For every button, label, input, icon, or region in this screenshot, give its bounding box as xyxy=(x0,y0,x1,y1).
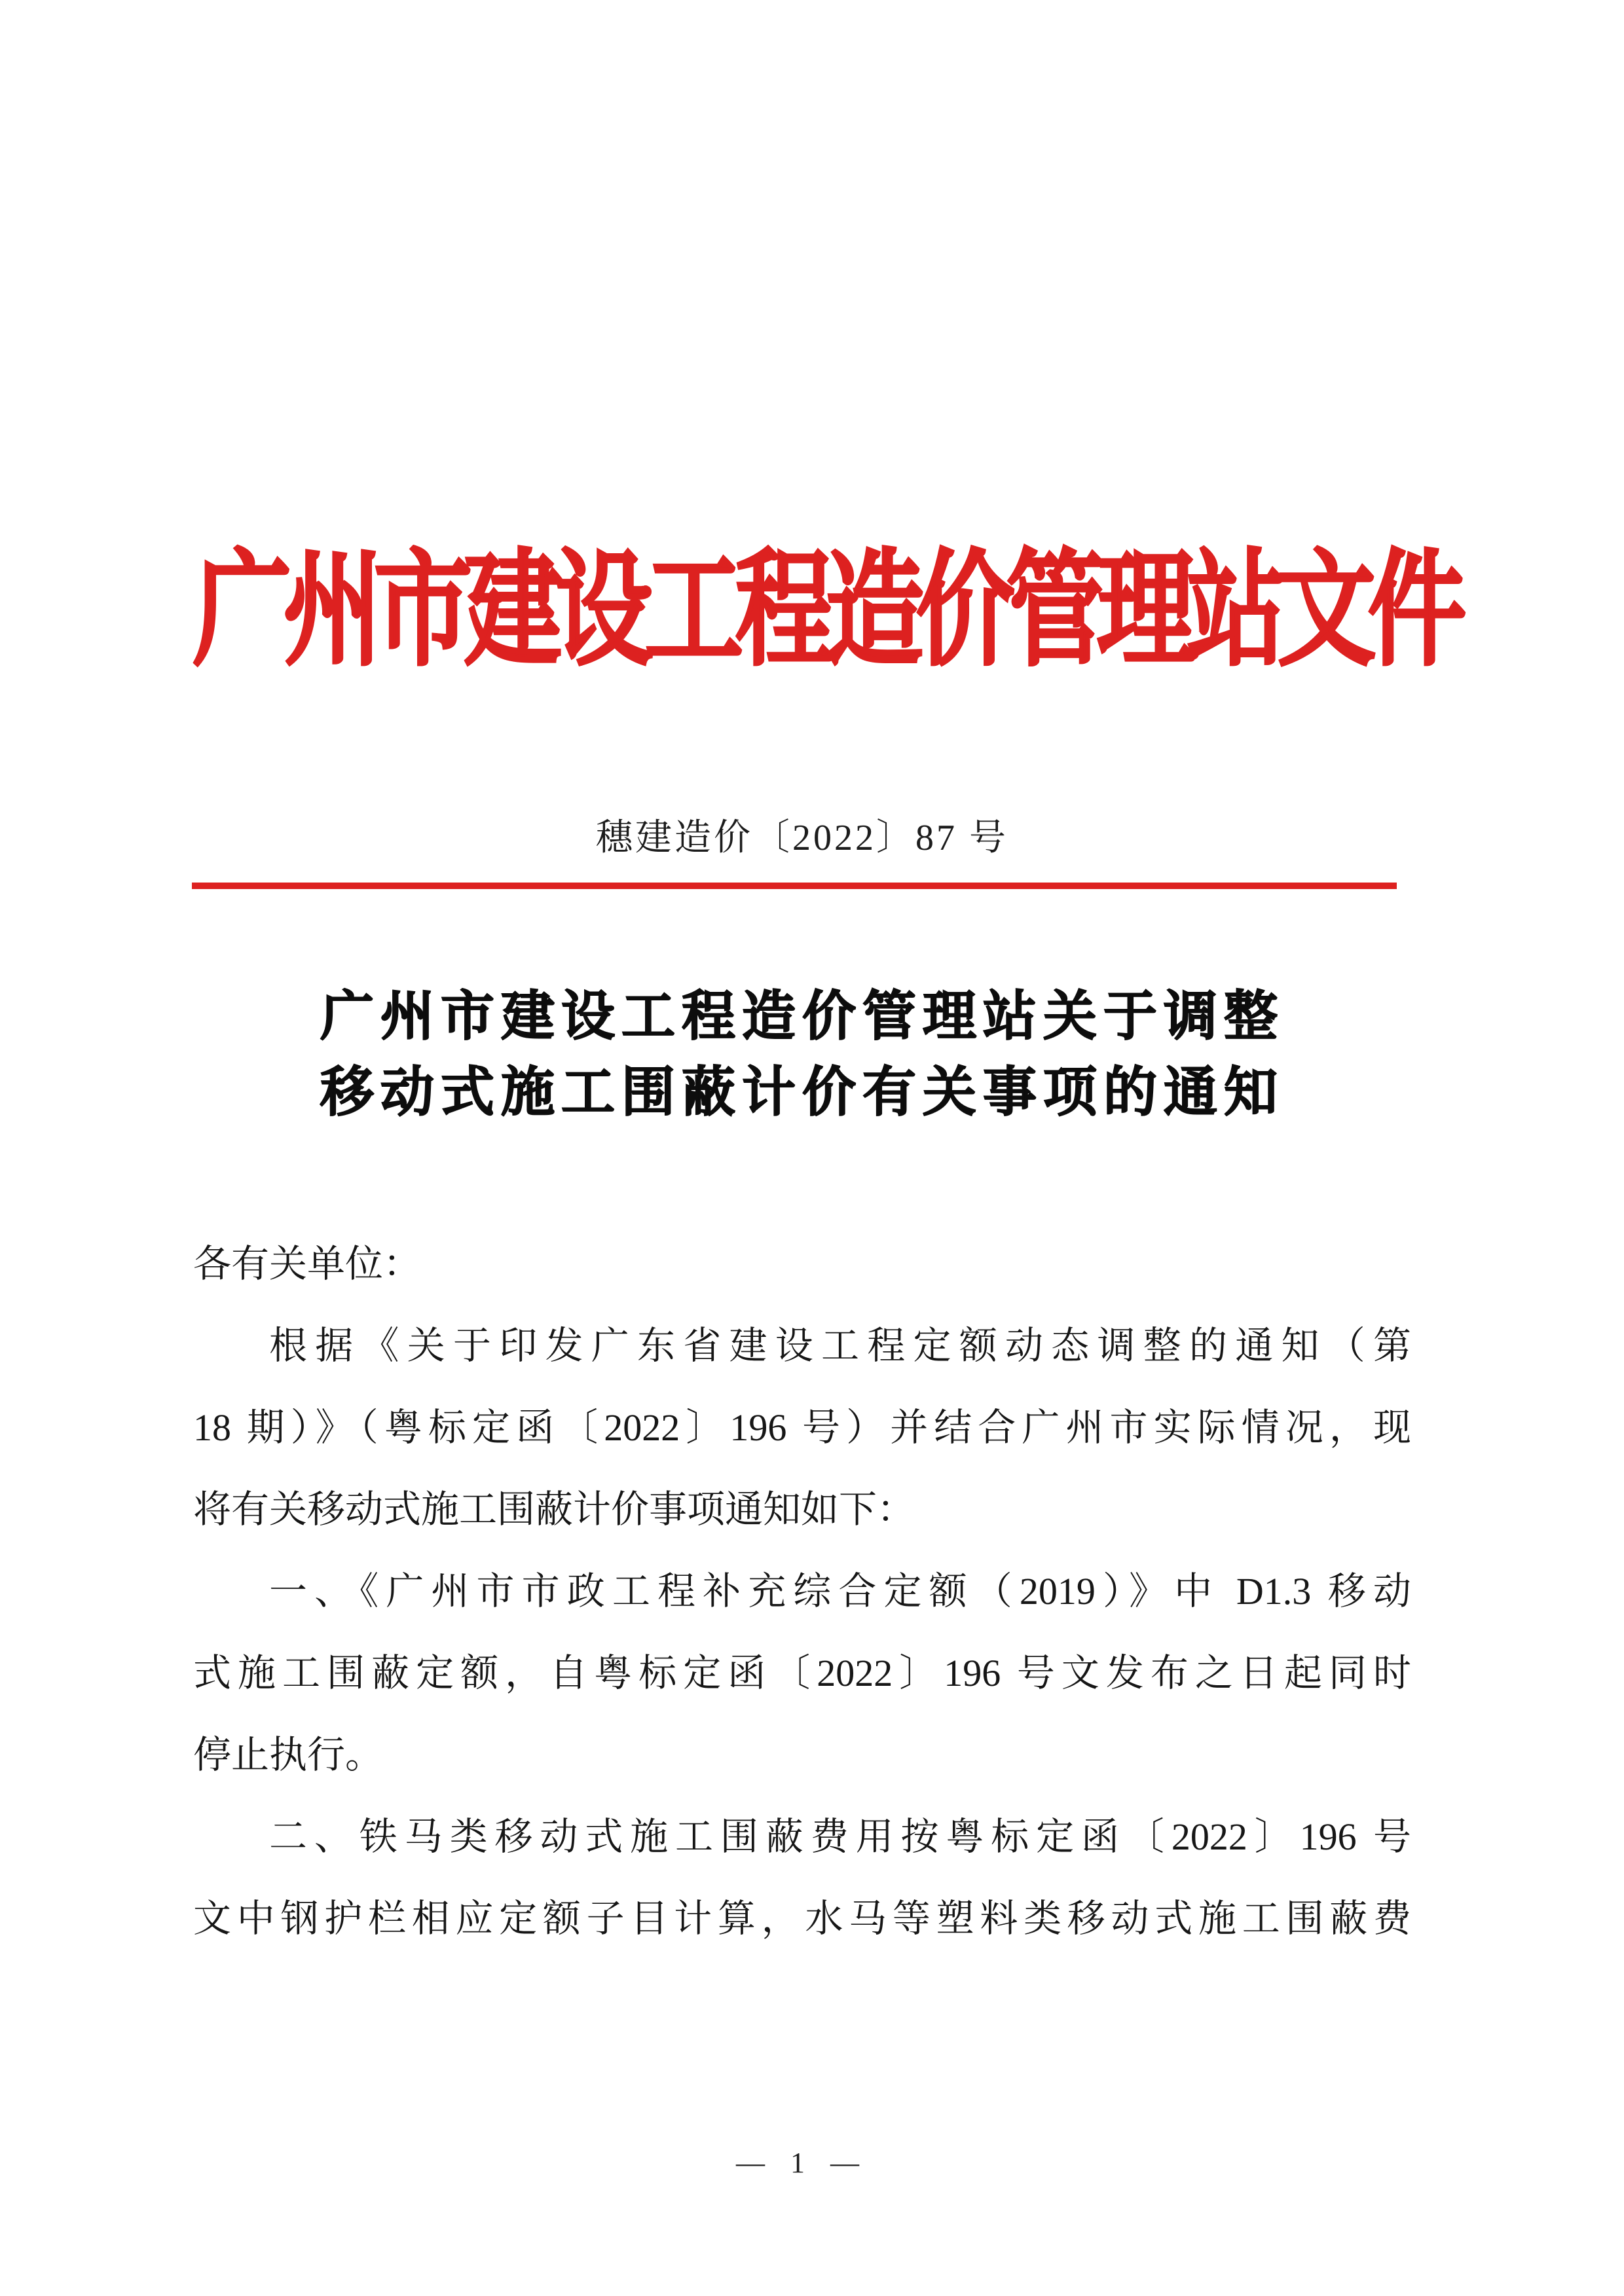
notice-body xyxy=(193,1223,1411,1959)
body-line: 根据《关于印发广东省建设工程定额动态调整的通知（第 xyxy=(269,1324,1411,1367)
body-line: 文中钢护栏相应定额子目计算，水马等塑料类移动式施工围蔽费 xyxy=(193,1897,1411,1940)
body-line: 18 期）》（粤标定函〔2022〕196 号）并结合广州市实际情况，现 xyxy=(193,1406,1411,1449)
notice-title-line1: 广州市建设工程造价管理站关于调整 xyxy=(320,987,1284,1046)
notice-title-line2: 移动式施工围蔽计价有关事项的通知 xyxy=(320,1063,1284,1122)
notice-title xyxy=(193,979,1411,1131)
letterhead-divider-line xyxy=(192,883,1397,889)
body-line: 一、《广州市市政工程补充综合定额（2019）》中 D1.3 移动 xyxy=(269,1570,1411,1613)
letterhead-title: 广州市建设工程造价管理站文件 xyxy=(193,541,1459,682)
body-line: 式施工围蔽定额，自粤标定函〔2022〕196 号文发布之日起同时 xyxy=(193,1652,1411,1694)
document-number: 穗建造价〔2022〕87 号 xyxy=(596,818,1008,858)
salutation: 各有关单位： xyxy=(193,1243,422,1285)
body-line: 将有关移动式施工围蔽计价事项通知如下： xyxy=(193,1488,915,1531)
body-line: 二、铁马类移动式施工围蔽费用按粤标定函〔2022〕196 号 xyxy=(269,1815,1411,1858)
body-line: 停止执行。 xyxy=(193,1734,384,1776)
page-number: — 1 — xyxy=(736,2147,868,2179)
